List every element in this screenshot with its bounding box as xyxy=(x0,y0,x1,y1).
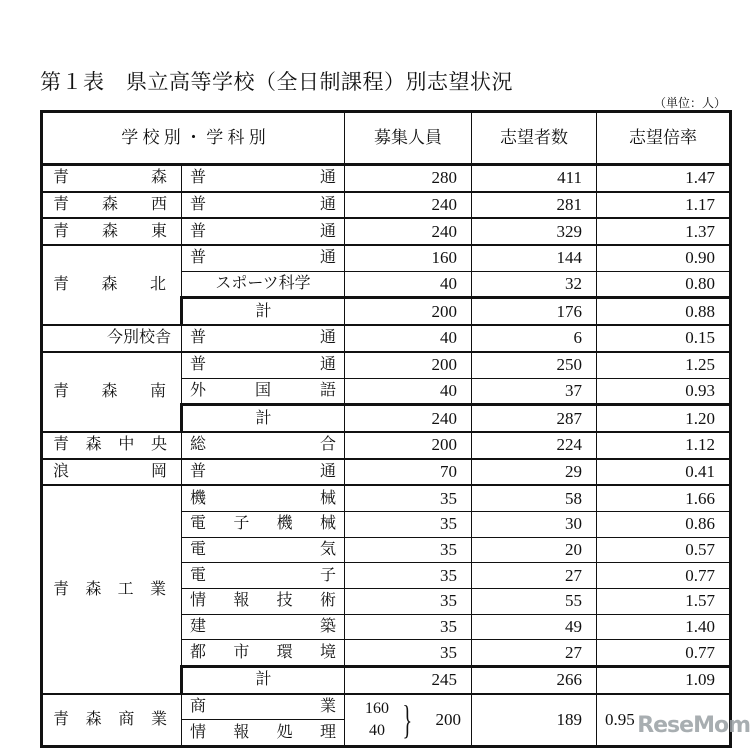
department-cell xyxy=(182,589,345,615)
applicants-cell: 329 xyxy=(472,218,597,245)
school-name-cell xyxy=(42,485,182,694)
school-name-cell xyxy=(42,218,182,245)
capacity-cell: 70 xyxy=(345,459,472,486)
department-cell xyxy=(182,432,345,459)
department-cell xyxy=(182,537,345,563)
capacity-cell: 40 xyxy=(345,325,472,352)
spread-label: 青森北 xyxy=(53,276,166,294)
capacity-cell: 245 xyxy=(345,667,472,694)
spread-label: 普通 xyxy=(190,196,336,214)
header-school-dept: 学 校 別 ・ 学 科 別 xyxy=(42,112,345,165)
capacity-cell: 200 xyxy=(345,432,472,459)
ratio-cell: 1.25 xyxy=(597,352,731,378)
spread-label: 電子 xyxy=(190,566,336,584)
spread-label: 青森工業 xyxy=(53,580,166,598)
department-cell xyxy=(182,405,345,432)
table-row xyxy=(42,459,731,486)
ratio-cell: 0.90 xyxy=(597,245,731,271)
department-cell xyxy=(182,298,345,325)
ratio-cell: 0.86 xyxy=(597,511,731,537)
capacity-cell: 35 xyxy=(345,614,472,640)
ratio-cell: 0.80 xyxy=(597,271,731,298)
school-name-cell xyxy=(42,459,182,486)
ratio-cell: 1.17 xyxy=(597,192,731,219)
spread-label: 電子機械 xyxy=(190,515,336,533)
department-cell xyxy=(182,667,345,694)
department-cell xyxy=(182,245,345,271)
application-status-table xyxy=(40,110,732,748)
capacity-breakdown xyxy=(355,698,399,742)
ratio-cell: 1.09 xyxy=(597,667,731,694)
applicants-cell: 37 xyxy=(472,378,597,405)
department-cell xyxy=(182,378,345,405)
capacity-cell: 40 xyxy=(345,378,472,405)
department-cell xyxy=(182,485,345,511)
department-cell xyxy=(182,218,345,245)
spread-label: 普通 xyxy=(190,462,336,480)
ratio-cell: 1.57 xyxy=(597,589,731,615)
table-row xyxy=(42,165,731,192)
table-row xyxy=(42,245,731,271)
department-cell xyxy=(182,271,345,298)
spread-label: 機械 xyxy=(190,489,336,507)
school-name-cell xyxy=(42,245,182,325)
department-cell xyxy=(182,192,345,219)
document-title: 第１表 県立高等学校（全日制課程）別志望状況 xyxy=(40,70,513,94)
spread-label: 普通 xyxy=(190,249,336,267)
applicants-cell: 266 xyxy=(472,667,597,694)
applicants-cell: 49 xyxy=(472,614,597,640)
capacity-cell: 200 xyxy=(345,298,472,325)
capacity-cell: 35 xyxy=(345,485,472,511)
ratio-cell: 0.93 xyxy=(597,378,731,405)
applicants-cell: 27 xyxy=(472,640,597,667)
school-name-cell xyxy=(42,325,182,352)
ratio-cell: 0.77 xyxy=(597,563,731,589)
capacity-cell: 280 xyxy=(345,165,472,192)
school-name-cell xyxy=(42,352,182,432)
department-cell xyxy=(182,694,345,720)
department-cell xyxy=(182,325,345,352)
ratio-cell: 1.20 xyxy=(597,405,731,432)
table-row xyxy=(42,352,731,378)
table-row xyxy=(42,432,731,459)
header-capacity: 募集人員 xyxy=(345,112,472,165)
applicants-cell: 6 xyxy=(472,325,597,352)
capacity-cell: 200 xyxy=(345,352,472,378)
applicants-cell: 55 xyxy=(472,589,597,615)
unit-label: （単位：人） xyxy=(653,96,726,110)
capacity-sub-value: 40 xyxy=(369,721,385,739)
label-text: 今別校舎 xyxy=(106,329,171,347)
capacity-cell: 35 xyxy=(345,640,472,667)
table-row xyxy=(42,694,731,720)
capacity-combined xyxy=(355,697,467,743)
ratio-cell: 1.37 xyxy=(597,218,731,245)
spread-label: 浪岡 xyxy=(53,462,167,480)
spread-label: 情報技術 xyxy=(190,592,336,610)
ratio-cell: 1.40 xyxy=(597,614,731,640)
capacity-cell: 240 xyxy=(345,405,472,432)
spread-label: 普通 xyxy=(190,169,336,187)
department-cell xyxy=(182,640,345,667)
spread-label: 青森東 xyxy=(53,222,167,240)
table-row xyxy=(42,192,731,219)
label-text: 計 xyxy=(255,302,272,320)
applicants-cell: 20 xyxy=(472,537,597,563)
ratio-cell: 0.41 xyxy=(597,459,731,486)
department-cell xyxy=(182,511,345,537)
table-row xyxy=(42,325,731,352)
capacity-sub-value: 160 xyxy=(365,699,389,717)
spread-label: 普通 xyxy=(190,222,336,240)
ratio-cell: 0.77 xyxy=(597,640,731,667)
capacity-cell: 35 xyxy=(345,511,472,537)
applicants-cell: 411 xyxy=(472,165,597,192)
applicants-cell: 29 xyxy=(472,459,597,486)
department-cell xyxy=(182,352,345,378)
brace-icon: } xyxy=(402,696,413,742)
spread-label: 都市環境 xyxy=(190,643,336,661)
applicants-cell: 287 xyxy=(472,405,597,432)
spread-label: 青森 xyxy=(53,169,167,187)
capacity-cell: 240 xyxy=(345,192,472,219)
applicants-cell: 30 xyxy=(472,511,597,537)
spread-label: 青森西 xyxy=(53,196,167,214)
ratio-cell: 0.95 xyxy=(597,694,731,747)
spread-label: 外国語 xyxy=(190,381,336,399)
label-text: 計 xyxy=(255,409,272,427)
resemom-watermark-logo: ReseMom xyxy=(637,713,750,738)
applicants-cell: 281 xyxy=(472,192,597,219)
ratio-cell: 1.66 xyxy=(597,485,731,511)
spread-label: 情報処理 xyxy=(190,723,336,741)
label-text: 計 xyxy=(255,671,272,689)
capacity-cell: 35 xyxy=(345,537,472,563)
applicants-cell: 189 xyxy=(472,694,597,747)
label-text: スポーツ科学 xyxy=(215,275,311,293)
ratio-cell: 0.57 xyxy=(597,537,731,563)
table-row xyxy=(42,218,731,245)
table-row xyxy=(42,485,731,511)
capacity-cell: 40 xyxy=(345,271,472,298)
spread-label: 普通 xyxy=(190,356,336,374)
school-name-cell xyxy=(42,432,182,459)
applicants-cell: 27 xyxy=(472,563,597,589)
ratio-cell: 0.88 xyxy=(597,298,731,325)
school-name-cell xyxy=(42,694,182,747)
applicants-cell: 250 xyxy=(472,352,597,378)
department-cell xyxy=(182,720,345,747)
spread-label: 青森南 xyxy=(53,382,166,400)
spread-label: 総合 xyxy=(190,436,336,454)
ratio-cell: 1.47 xyxy=(597,165,731,192)
spread-label: 建築 xyxy=(190,618,336,636)
applicants-cell: 224 xyxy=(472,432,597,459)
header-ratio: 志望倍率 xyxy=(597,112,731,165)
capacity-total: 200 xyxy=(435,709,461,729)
applicants-cell: 32 xyxy=(472,271,597,298)
department-cell xyxy=(182,459,345,486)
header-applicants: 志望者数 xyxy=(472,112,597,165)
capacity-cell: 160 xyxy=(345,245,472,271)
spread-label: 商業 xyxy=(190,698,336,716)
header-row xyxy=(42,112,731,165)
applicants-cell: 144 xyxy=(472,245,597,271)
capacity-cell: 240 xyxy=(345,218,472,245)
department-cell xyxy=(182,165,345,192)
ratio-cell: 1.12 xyxy=(597,432,731,459)
school-name-cell xyxy=(42,165,182,192)
capacity-cell: 35 xyxy=(345,563,472,589)
department-cell xyxy=(182,614,345,640)
ratio-cell: 0.15 xyxy=(597,325,731,352)
spread-label: 青森商業 xyxy=(53,710,167,728)
department-cell xyxy=(182,563,345,589)
capacity-cell xyxy=(345,694,472,747)
spread-label: 青森中央 xyxy=(53,436,167,454)
capacity-cell: 35 xyxy=(345,589,472,615)
school-name-cell xyxy=(42,192,182,219)
spread-label: 普通 xyxy=(190,329,336,347)
applicants-cell: 58 xyxy=(472,485,597,511)
spread-label: 電気 xyxy=(190,540,336,558)
applicants-cell: 176 xyxy=(472,298,597,325)
